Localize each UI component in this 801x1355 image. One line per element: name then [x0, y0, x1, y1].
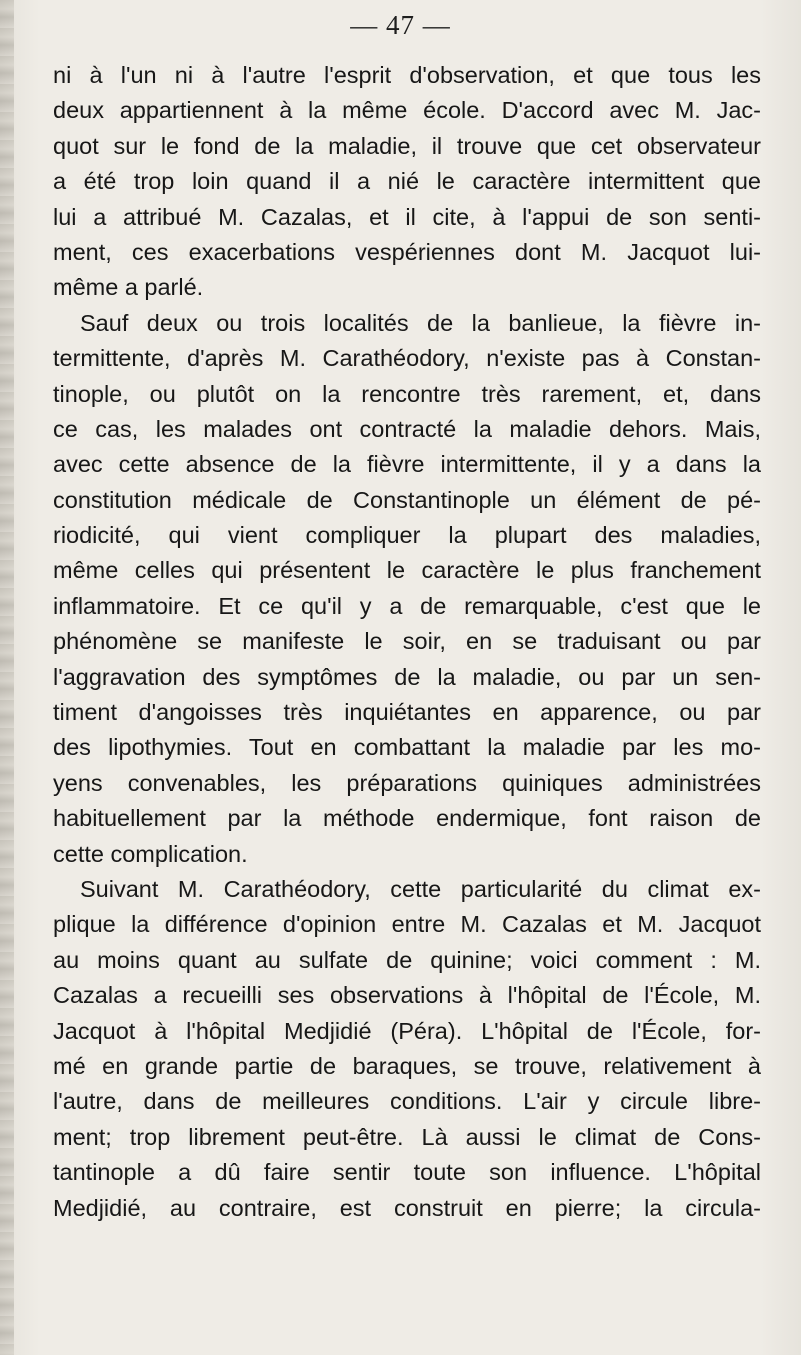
text-line: tinople, ou plutôt on la rencontre très rarement, et, dans: [53, 380, 761, 407]
text-line: des lipothymies. Tout en combattant la maladie par les mo-: [53, 734, 761, 761]
page-number: — 47 —: [350, 10, 451, 40]
text-line: timent d'angoisses très inquiétantes en apparence, ou par: [53, 699, 761, 726]
text-line: ni à l'un ni à l'autre l'esprit d'observation, et que tous les: [53, 62, 761, 88]
text-line: même celles qui présentent le caractère le plus franchement: [53, 557, 761, 584]
text-line: lui a attribué M. Cazalas, et il cite, à l'appui de son senti-: [53, 203, 761, 230]
text-line: termittente, d'après M. Carathéodory, n'existe pas à Constan-: [53, 345, 761, 372]
text-line: l'aggravation des symptômes de la maladie, ou par un sen-: [53, 663, 761, 690]
text-line: Suivant M. Carathéodory, cette particularité du climat ex-: [80, 875, 761, 902]
text-line: cette complication.: [53, 840, 248, 867]
text-line: constitution médicale de Constantinople un élément de pé-: [53, 486, 761, 513]
page-binding-edge: [0, 0, 14, 1355]
text-line: Medjidié, au contraire, est construit en pierre; la circula-: [53, 1194, 761, 1221]
text-line: Cazalas a recueilli ses observations à l'hôpital de l'École, M.: [53, 982, 761, 1009]
text-line: au moins quant au sulfate de quinine; voici comment : M.: [53, 946, 761, 973]
text-line: ce cas, les malades ont contracté la maladie dehors. Mais,: [53, 415, 761, 442]
text-line: a été trop loin quand il a nié le caractère intermittent que: [53, 168, 761, 195]
text-line: plique la différence d'opinion entre M. Cazalas et M. Jacquot: [53, 911, 761, 938]
text-line: ment; trop librement peut-être. Là aussi le climat de Cons-: [53, 1123, 761, 1150]
text-line: avec cette absence de la fièvre intermittente, il y a dans la: [53, 451, 761, 478]
text-line: deux appartiennent à la même école. D'accord avec M. Jac-: [53, 97, 761, 124]
text-line: même a parlé.: [53, 274, 204, 301]
text-line: riodicité, qui vient compliquer la plupart des maladies,: [53, 522, 761, 549]
text-line: Jacquot à l'hôpital Medjidié (Péra). L'hôpital de l'École, for-: [53, 1017, 761, 1044]
text-line: inflammatoire. Et ce qu'il y a de remarquable, c'est que le: [53, 592, 761, 619]
text-line: l'autre, dans de meilleures conditions. L'air y circule libre-: [53, 1088, 761, 1115]
text-line: phénomène se manifeste le soir, en se traduisant ou par: [53, 628, 761, 655]
text-line: quot sur le fond de la maladie, il trouve que cet observateur: [53, 132, 761, 159]
body-text: [53, 58, 761, 1226]
text-line: habituellement par la méthode endermique, font raison de: [53, 805, 761, 832]
text-line: ment, ces exacerbations vespériennes dont M. Jacquot lui-: [53, 238, 761, 265]
text-line: Sauf deux ou trois localités de la banlieue, la fièvre in-: [80, 309, 761, 336]
text-line: yens convenables, les préparations quiniques administrées: [53, 769, 761, 796]
text-line: tantinople a dû faire sentir toute son influence. L'hôpital: [53, 1159, 761, 1186]
text-line: mé en grande partie de baraques, se trouve, relativement à: [53, 1052, 761, 1079]
